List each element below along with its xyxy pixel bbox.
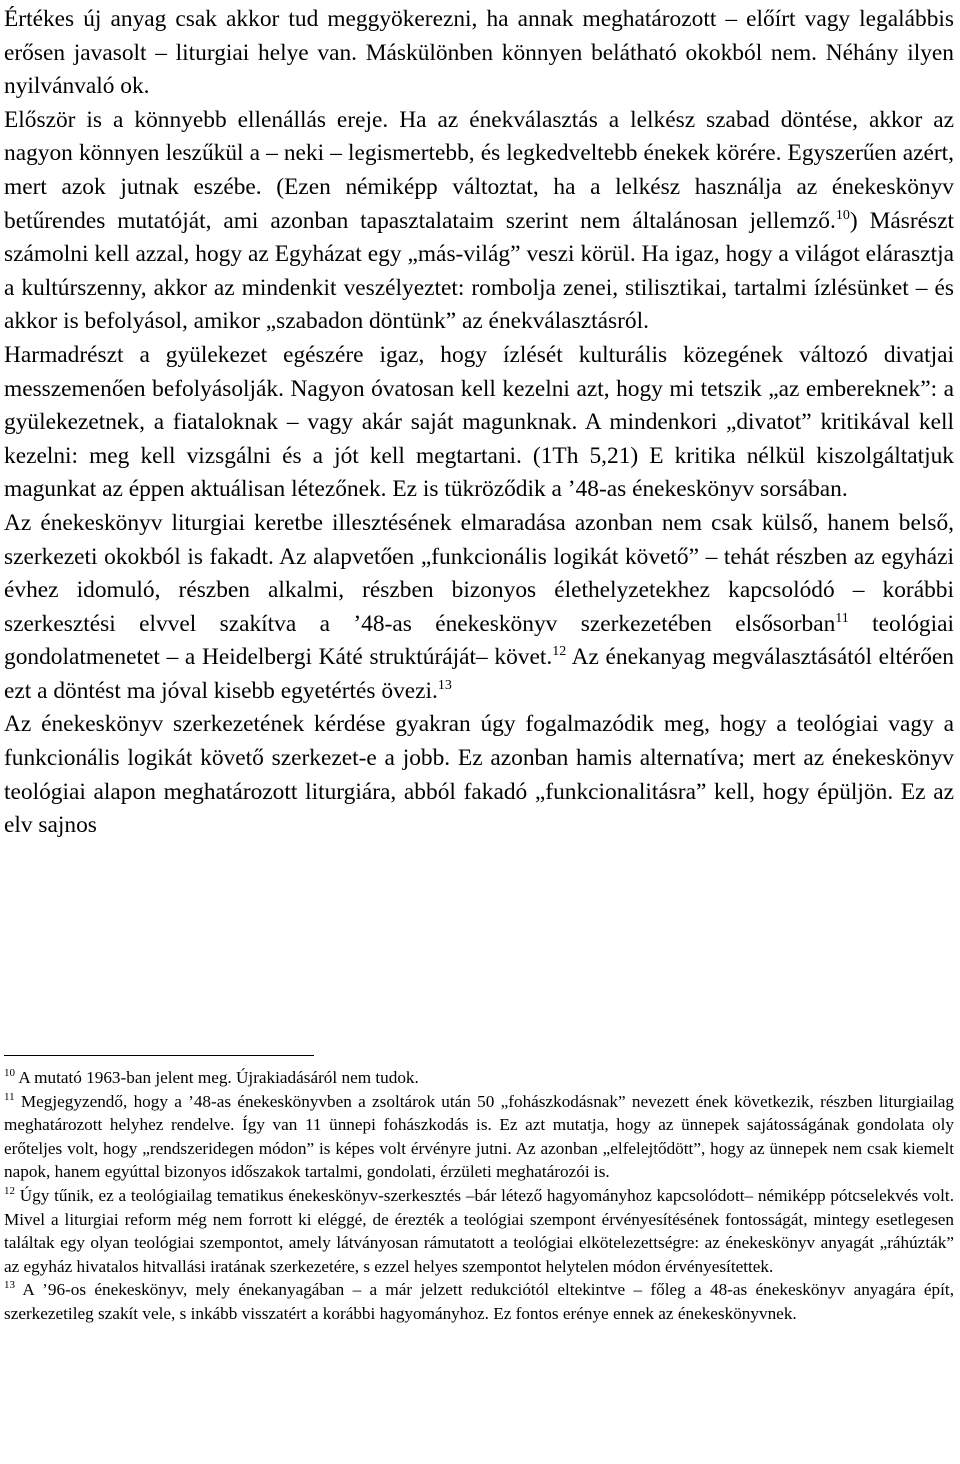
text-run: Értékes új anyag csak akkor tud meggyökerezni, ha annak meghatározott – előírt vagy legalábbis erősen javasolt – liturgiai helye van. Máskülönben könnyen belátható okokból nem. Néhány ilyen nyilvánvaló ok.: [4, 6, 954, 100]
text-run: Először is a könnyebb ellenállás ereje. Ha az énekválasztás a lelkész szabad döntése, akkor az nagyon könnyen leszűkül a – neki – legismertebb, és legkedveltebb énekek körére. Egyszerűen azért, mert azok jutnak eszébe. (Ezen némiképp változtat, ha a lelkész használja az énekeskönyv betűrendes mutatóját, ami azonban tapasztalataim szerint nem általánosan jellemző.: [4, 106, 954, 234]
body-text: [4, 3, 954, 843]
footnote-text: Megjegyzendő, hogy a ’48-as énekeskönyvben a zsoltárok után 50 „fohászkodásnak” nevezett ének következik, részben liturgiailag meghatározott helyhez rendelve. Így van 11 ünnepi fohászkodás is. Ez azt mutatja, hogy az ünnepek sajátosságának gondolata oly erőteljes volt, hogy „rendszeridegen módon” is képes volt érvényre jutni. Az azonban „elfelejtődött”, hogy az ünnepek nem csak kiemelt napok, hanem egyúttal bizonyos időszakok tartalmi, gondolati, érzületi meghatározói is.: [4, 1091, 954, 1182]
footnotes: [4, 1066, 954, 1326]
text-run: Harmadrészt a gyülekezet egészére igaz, hogy ízlését kulturális közegének változó divatjai messzemenően befolyásolják. Nagyon óvatosan kell kezelni azt, hogy mi tetszik „az embereknek”: a gyülekezetnek, a fiataloknak – vagy akár saját magunknak. A mindenkori „divatot” kritikával kell kezelni: meg kell vizsgálni és a jót kell megtartani. (1Th 5,21) E kritika nélkül kiszolgáltatjuk magunkat az éppen aktuálisan létezőnek. Ez is tükröződik a ’48-as énekeskönyv sorsában.: [4, 341, 954, 503]
document-page: [4, 3, 955, 1323]
footnote-number: 10: [4, 1067, 15, 1079]
footnote-number: 13: [4, 1279, 15, 1292]
footnote-number: 11: [4, 1090, 15, 1103]
footnote-text: A mutató 1963-ban jelent meg. Újrakiadásáról nem tudok.: [15, 1068, 419, 1087]
text-run: ) Másrészt számolni kell azzal, hogy az Egyházat egy „más-világ” veszi körül. Ha igaz, hogy a világot elárasztja a kultúrszenny, akkor az mindenkit veszélyeztet: rombolja zenei, stilisztikai, tartalmi ízlésünket – és akkor is befolyásol, amikor „szabadon döntünk” az énekválasztásról.: [4, 207, 955, 335]
paragraph: [4, 104, 954, 339]
footnote-ref-12[interactable]: 12: [552, 644, 567, 660]
footnote-number: 12: [4, 1184, 15, 1197]
footnote-separator: [4, 1055, 314, 1056]
paragraph: [4, 507, 954, 709]
footnote-13: [4, 1278, 954, 1325]
footnote-text: Úgy tűnik, ez a teológiailag tematikus énekeskönyv-szerkesztés –bár létező hagyományhoz kapcsolódott– némiképp pótcselekvés volt. Mivel a liturgiai reform még nem forrott ki eléggé, de érezték a teológiai szempont érvényesítésének fontosságát, mintegy esetlegesen találtak egy olyan teológiai szempontot, amely látványosan rámutatott a teológiai elkötelezettségre: az énekeskönyv anyagát „ráhúzták” az egyház hivatalos hitvallási iratának szerkezetére, s ezzel helyes szempontot helytelen módon érvényesítettek.: [4, 1185, 954, 1276]
footnote-ref-11[interactable]: 11: [835, 610, 849, 626]
text-run: Az énekeskönyv liturgiai keretbe illesztésének elmaradása azonban nem csak külső, hanem belső, szerkezeti okokból is fakadt. Az alapvetően „funkcionális logikát követő” – tehát részben az egyházi évhez idomuló, részben alkalmi, részben bizonyos élethelyzetekhez kapcsolódó – korábbi szerkesztési elvvel szakítva a ’48-as énekeskönyv szerkezetében elsősorban: [4, 509, 954, 637]
text-run: Az énekanyag megválasztásától eltérően ezt a döntést ma jóval kisebb egyetértés övezi.: [4, 644, 954, 704]
footnote-ref-13[interactable]: 13: [437, 677, 452, 693]
footnote-11: [4, 1090, 954, 1184]
footnote-12: [4, 1184, 954, 1278]
footnote-text: A ’96-os énekeskönyv, mely énekanyagában – a már jelzett redukciótól eltekintve – főleg a 48-as énekeskönyv anyagára épít, szerkezetileg szakít vele, s inkább visszatért a korábbi hagyományhoz. Ez fontos erénye ennek az énekeskönyvnek.: [4, 1280, 954, 1323]
footnote-ref-10[interactable]: 10: [835, 207, 850, 223]
paragraph: [4, 339, 954, 507]
text-run: teológiai gondolatmenetet – a Heidelbergi Káté struktúráját– követ.: [4, 610, 954, 671]
footnote-10: [4, 1066, 954, 1090]
text-run: Az énekeskönyv szerkezetének kérdése gyakran úgy fogalmazódik meg, hogy a teológiai vagy a funkcionális logikát követő szerkezet-e a jobb. Ez azonban hamis alternatíva; mert az énekeskönyv teológiai alapon meghatározott liturgiára, abból fakadó „funkcionalitásra” kell, hogy épüljön. Ez az elv sajnos: [4, 711, 954, 839]
paragraph: [4, 708, 954, 842]
paragraph: [4, 3, 954, 104]
